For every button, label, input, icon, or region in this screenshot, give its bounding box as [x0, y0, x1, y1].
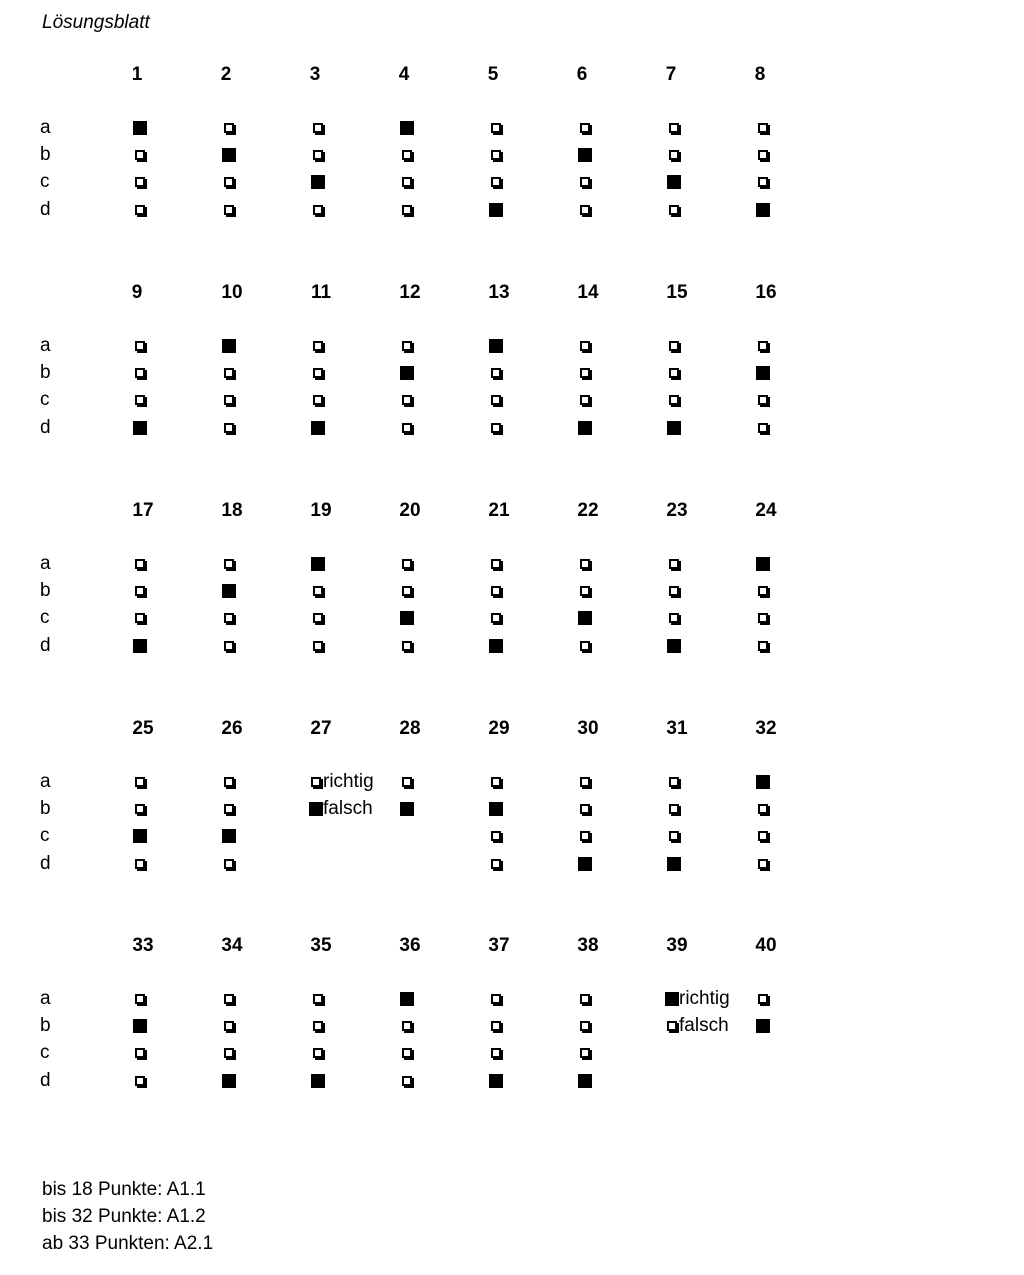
row-letter-d: d [40, 417, 51, 438]
question-number-37: 37 [488, 935, 510, 956]
row-letter-d: d [40, 199, 51, 220]
checkbox-q4-d[interactable] [402, 205, 412, 215]
checkbox-q40-b[interactable] [756, 1019, 770, 1033]
row-letter-c: c [40, 389, 50, 410]
checkbox-q24-d[interactable] [758, 641, 768, 651]
checkbox-q22-a[interactable] [580, 559, 590, 569]
checkbox-q19-d[interactable] [313, 641, 323, 651]
checkbox-q25-a[interactable] [135, 777, 145, 787]
question-number-8: 8 [754, 64, 766, 85]
checkbox-q10-c[interactable] [224, 395, 234, 405]
checkbox-q15-d[interactable] [667, 421, 681, 435]
checkbox-q30-b[interactable] [580, 804, 590, 814]
checkbox-q22-c[interactable] [578, 611, 592, 625]
checkbox-q7-c[interactable] [667, 175, 681, 189]
question-number-20: 20 [399, 500, 421, 521]
question-number-30: 30 [577, 718, 599, 739]
checkbox-q18-d[interactable] [224, 641, 234, 651]
row-letter-a: a [40, 335, 51, 356]
question-number-9: 9 [131, 282, 143, 303]
checkbox-q18-b[interactable] [222, 584, 236, 598]
checkbox-q1-a[interactable] [133, 121, 147, 135]
checkbox-q35-d[interactable] [311, 1074, 325, 1088]
row-letter-c: c [40, 1042, 50, 1063]
row-letter-d: d [40, 635, 51, 656]
checkbox-q17-d[interactable] [133, 639, 147, 653]
checkbox-q15-a[interactable] [669, 341, 679, 351]
checkbox-q19-b[interactable] [313, 586, 323, 596]
checkbox-q26-c[interactable] [222, 829, 236, 843]
checkbox-q23-d[interactable] [667, 639, 681, 653]
checkbox-q13-a[interactable] [489, 339, 503, 353]
question-number-14: 14 [577, 282, 599, 303]
checkbox-q5-a[interactable] [491, 123, 501, 133]
option-label-q27-falsch: falsch [323, 798, 373, 819]
question-number-10: 10 [221, 282, 243, 303]
question-number-35: 35 [310, 935, 332, 956]
checkbox-q17-a[interactable] [135, 559, 145, 569]
row-letter-a: a [40, 771, 51, 792]
checkbox-q15-b[interactable] [669, 368, 679, 378]
checkbox-q18-a[interactable] [224, 559, 234, 569]
question-number-31: 31 [666, 718, 688, 739]
checkbox-q7-b[interactable] [669, 150, 679, 160]
checkbox-q1-b[interactable] [135, 150, 145, 160]
checkbox-q12-a[interactable] [402, 341, 412, 351]
checkbox-q33-b[interactable] [133, 1019, 147, 1033]
checkbox-q26-a[interactable] [224, 777, 234, 787]
checkbox-q2-d[interactable] [224, 205, 234, 215]
question-number-25: 25 [132, 718, 154, 739]
checkbox-q6-b[interactable] [578, 148, 592, 162]
row-letter-b: b [40, 144, 51, 165]
checkbox-q14-d[interactable] [578, 421, 592, 435]
question-number-36: 36 [399, 935, 421, 956]
question-number-28: 28 [399, 718, 421, 739]
question-number-39: 39 [666, 935, 688, 956]
checkbox-q6-c[interactable] [580, 177, 590, 187]
question-number-11: 11 [310, 282, 332, 303]
checkbox-q33-a[interactable] [135, 994, 145, 1004]
question-number-6: 6 [576, 64, 588, 85]
checkbox-q31-c[interactable] [669, 831, 679, 841]
checkbox-q11-d[interactable] [311, 421, 325, 435]
checkbox-q31-a[interactable] [669, 777, 679, 787]
checkbox-q7-d[interactable] [669, 205, 679, 215]
checkbox-q27-a[interactable] [311, 777, 321, 787]
checkbox-q6-d[interactable] [580, 205, 590, 215]
checkbox-q14-b[interactable] [580, 368, 590, 378]
question-number-22: 22 [577, 500, 599, 521]
checkbox-q37-c[interactable] [491, 1048, 501, 1058]
checkbox-q35-c[interactable] [313, 1048, 323, 1058]
question-number-4: 4 [398, 64, 410, 85]
question-number-7: 7 [665, 64, 677, 85]
page-title: Lösungsblatt [42, 12, 150, 33]
checkbox-q26-b[interactable] [224, 804, 234, 814]
checkbox-q26-d[interactable] [224, 859, 234, 869]
checkbox-q2-c[interactable] [224, 177, 234, 187]
checkbox-q28-a[interactable] [402, 777, 412, 787]
checkbox-q21-d[interactable] [489, 639, 503, 653]
checkbox-q30-a[interactable] [580, 777, 590, 787]
footer-line-3: ab 33 Punkten: A2.1 [42, 1233, 214, 1254]
checkbox-q35-a[interactable] [313, 994, 323, 1004]
checkbox-q3-b[interactable] [313, 150, 323, 160]
checkbox-q19-c[interactable] [313, 613, 323, 623]
checkbox-q14-c[interactable] [580, 395, 590, 405]
checkbox-q35-b[interactable] [313, 1021, 323, 1031]
checkbox-q36-d[interactable] [402, 1076, 412, 1086]
checkbox-q39-a[interactable] [665, 992, 679, 1006]
row-letter-d: d [40, 853, 51, 874]
checkbox-q32-a[interactable] [756, 775, 770, 789]
question-number-34: 34 [221, 935, 243, 956]
checkbox-q12-d[interactable] [402, 423, 412, 433]
checkbox-q8-b[interactable] [758, 150, 768, 160]
checkbox-q23-c[interactable] [669, 613, 679, 623]
checkbox-q16-c[interactable] [758, 395, 768, 405]
option-label-q27-richtig: richtig [323, 771, 374, 792]
row-letter-a: a [40, 553, 51, 574]
checkbox-q9-b[interactable] [135, 368, 145, 378]
checkbox-q40-a[interactable] [758, 994, 768, 1004]
checkbox-q1-d[interactable] [135, 205, 145, 215]
checkbox-q16-d[interactable] [758, 423, 768, 433]
checkbox-q9-d[interactable] [133, 421, 147, 435]
checkbox-q21-c[interactable] [491, 613, 501, 623]
checkbox-q29-b[interactable] [489, 802, 503, 816]
checkbox-q30-d[interactable] [578, 857, 592, 871]
checkbox-q17-c[interactable] [135, 613, 145, 623]
checkbox-q34-c[interactable] [224, 1048, 234, 1058]
checkbox-q2-b[interactable] [222, 148, 236, 162]
checkbox-q36-b[interactable] [402, 1021, 412, 1031]
question-number-23: 23 [666, 500, 688, 521]
checkbox-q38-b[interactable] [580, 1021, 590, 1031]
question-number-12: 12 [399, 282, 421, 303]
checkbox-q31-d[interactable] [667, 857, 681, 871]
checkbox-q29-a[interactable] [491, 777, 501, 787]
checkbox-q25-c[interactable] [133, 829, 147, 843]
question-number-15: 15 [666, 282, 688, 303]
checkbox-q37-d[interactable] [489, 1074, 503, 1088]
checkbox-q22-b[interactable] [580, 586, 590, 596]
checkbox-q2-a[interactable] [224, 123, 234, 133]
checkbox-q24-c[interactable] [758, 613, 768, 623]
checkbox-q32-d[interactable] [758, 859, 768, 869]
question-number-27: 27 [310, 718, 332, 739]
checkbox-q34-d[interactable] [222, 1074, 236, 1088]
question-number-21: 21 [488, 500, 510, 521]
row-letter-c: c [40, 171, 50, 192]
checkbox-q19-a[interactable] [311, 557, 325, 571]
checkbox-q37-b[interactable] [491, 1021, 501, 1031]
checkbox-q38-d[interactable] [578, 1074, 592, 1088]
question-number-32: 32 [755, 718, 777, 739]
checkbox-q33-d[interactable] [135, 1076, 145, 1086]
row-letter-b: b [40, 362, 51, 383]
checkbox-q38-a[interactable] [580, 994, 590, 1004]
checkbox-q24-a[interactable] [756, 557, 770, 571]
checkbox-q12-b[interactable] [400, 366, 414, 380]
checkbox-q8-a[interactable] [758, 123, 768, 133]
checkbox-q8-c[interactable] [758, 177, 768, 187]
checkbox-q11-b[interactable] [313, 368, 323, 378]
checkbox-q24-b[interactable] [758, 586, 768, 596]
row-letter-d: d [40, 1070, 51, 1091]
checkbox-q36-a[interactable] [400, 992, 414, 1006]
checkbox-q8-d[interactable] [756, 203, 770, 217]
checkbox-q9-a[interactable] [135, 341, 145, 351]
checkbox-q15-c[interactable] [669, 395, 679, 405]
checkbox-q16-a[interactable] [758, 341, 768, 351]
checkbox-q34-a[interactable] [224, 994, 234, 1004]
option-label-q39-richtig: richtig [679, 988, 730, 1009]
checkbox-q39-b[interactable] [667, 1021, 677, 1031]
checkbox-q38-c[interactable] [580, 1048, 590, 1058]
checkbox-q20-a[interactable] [402, 559, 412, 569]
checkbox-q3-a[interactable] [313, 123, 323, 133]
checkbox-q30-c[interactable] [580, 831, 590, 841]
question-number-26: 26 [221, 718, 243, 739]
checkbox-q11-c[interactable] [313, 395, 323, 405]
checkbox-q25-d[interactable] [135, 859, 145, 869]
checkbox-q13-d[interactable] [491, 423, 501, 433]
checkbox-q10-b[interactable] [224, 368, 234, 378]
checkbox-q33-c[interactable] [135, 1048, 145, 1058]
question-number-18: 18 [221, 500, 243, 521]
checkbox-q37-a[interactable] [491, 994, 501, 1004]
checkbox-q13-c[interactable] [491, 395, 501, 405]
footer-line-1: bis 18 Punkte: A1.1 [42, 1179, 206, 1200]
checkbox-q22-d[interactable] [580, 641, 590, 651]
question-number-2: 2 [220, 64, 232, 85]
checkbox-q25-b[interactable] [135, 804, 145, 814]
checkbox-q3-d[interactable] [313, 205, 323, 215]
checkbox-q1-c[interactable] [135, 177, 145, 187]
checkbox-q6-a[interactable] [580, 123, 590, 133]
footer-line-2: bis 32 Punkte: A1.2 [42, 1206, 206, 1227]
checkbox-q16-b[interactable] [756, 366, 770, 380]
checkbox-q4-b[interactable] [402, 150, 412, 160]
row-letter-c: c [40, 607, 50, 628]
checkbox-q4-c[interactable] [402, 177, 412, 187]
checkbox-q28-b[interactable] [400, 802, 414, 816]
question-number-40: 40 [755, 935, 777, 956]
checkbox-q14-a[interactable] [580, 341, 590, 351]
option-label-q39-falsch: falsch [679, 1015, 729, 1036]
question-number-16: 16 [755, 282, 777, 303]
checkbox-q18-c[interactable] [224, 613, 234, 623]
checkbox-q32-b[interactable] [758, 804, 768, 814]
checkbox-q7-a[interactable] [669, 123, 679, 133]
row-letter-c: c [40, 825, 50, 846]
row-letter-b: b [40, 1015, 51, 1036]
checkbox-q5-b[interactable] [491, 150, 501, 160]
checkbox-q4-a[interactable] [400, 121, 414, 135]
checkbox-q32-c[interactable] [758, 831, 768, 841]
checkbox-q3-c[interactable] [311, 175, 325, 189]
question-number-38: 38 [577, 935, 599, 956]
checkbox-q10-d[interactable] [224, 423, 234, 433]
checkbox-q11-a[interactable] [313, 341, 323, 351]
question-number-13: 13 [488, 282, 510, 303]
checkbox-q5-d[interactable] [489, 203, 503, 217]
checkbox-q20-b[interactable] [402, 586, 412, 596]
checkbox-q23-a[interactable] [669, 559, 679, 569]
checkbox-q23-b[interactable] [669, 586, 679, 596]
row-letter-a: a [40, 988, 51, 1009]
question-number-29: 29 [488, 718, 510, 739]
question-number-1: 1 [131, 64, 143, 85]
checkbox-q29-c[interactable] [491, 831, 501, 841]
checkbox-q12-c[interactable] [402, 395, 412, 405]
question-number-33: 33 [132, 935, 154, 956]
checkbox-q21-a[interactable] [491, 559, 501, 569]
checkbox-q21-b[interactable] [491, 586, 501, 596]
checkbox-q27-b[interactable] [309, 802, 323, 816]
row-letter-a: a [40, 117, 51, 138]
question-number-5: 5 [487, 64, 499, 85]
checkbox-q5-c[interactable] [491, 177, 501, 187]
checkbox-q9-c[interactable] [135, 395, 145, 405]
checkbox-q10-a[interactable] [222, 339, 236, 353]
checkbox-q13-b[interactable] [491, 368, 501, 378]
checkbox-q17-b[interactable] [135, 586, 145, 596]
checkbox-q36-c[interactable] [402, 1048, 412, 1058]
question-number-17: 17 [132, 500, 154, 521]
row-letter-b: b [40, 580, 51, 601]
checkbox-q29-d[interactable] [491, 859, 501, 869]
checkbox-q20-c[interactable] [400, 611, 414, 625]
checkbox-q31-b[interactable] [669, 804, 679, 814]
question-number-19: 19 [310, 500, 332, 521]
question-number-24: 24 [755, 500, 777, 521]
checkbox-q20-d[interactable] [402, 641, 412, 651]
row-letter-b: b [40, 798, 51, 819]
question-number-3: 3 [309, 64, 321, 85]
checkbox-q34-b[interactable] [224, 1021, 234, 1031]
